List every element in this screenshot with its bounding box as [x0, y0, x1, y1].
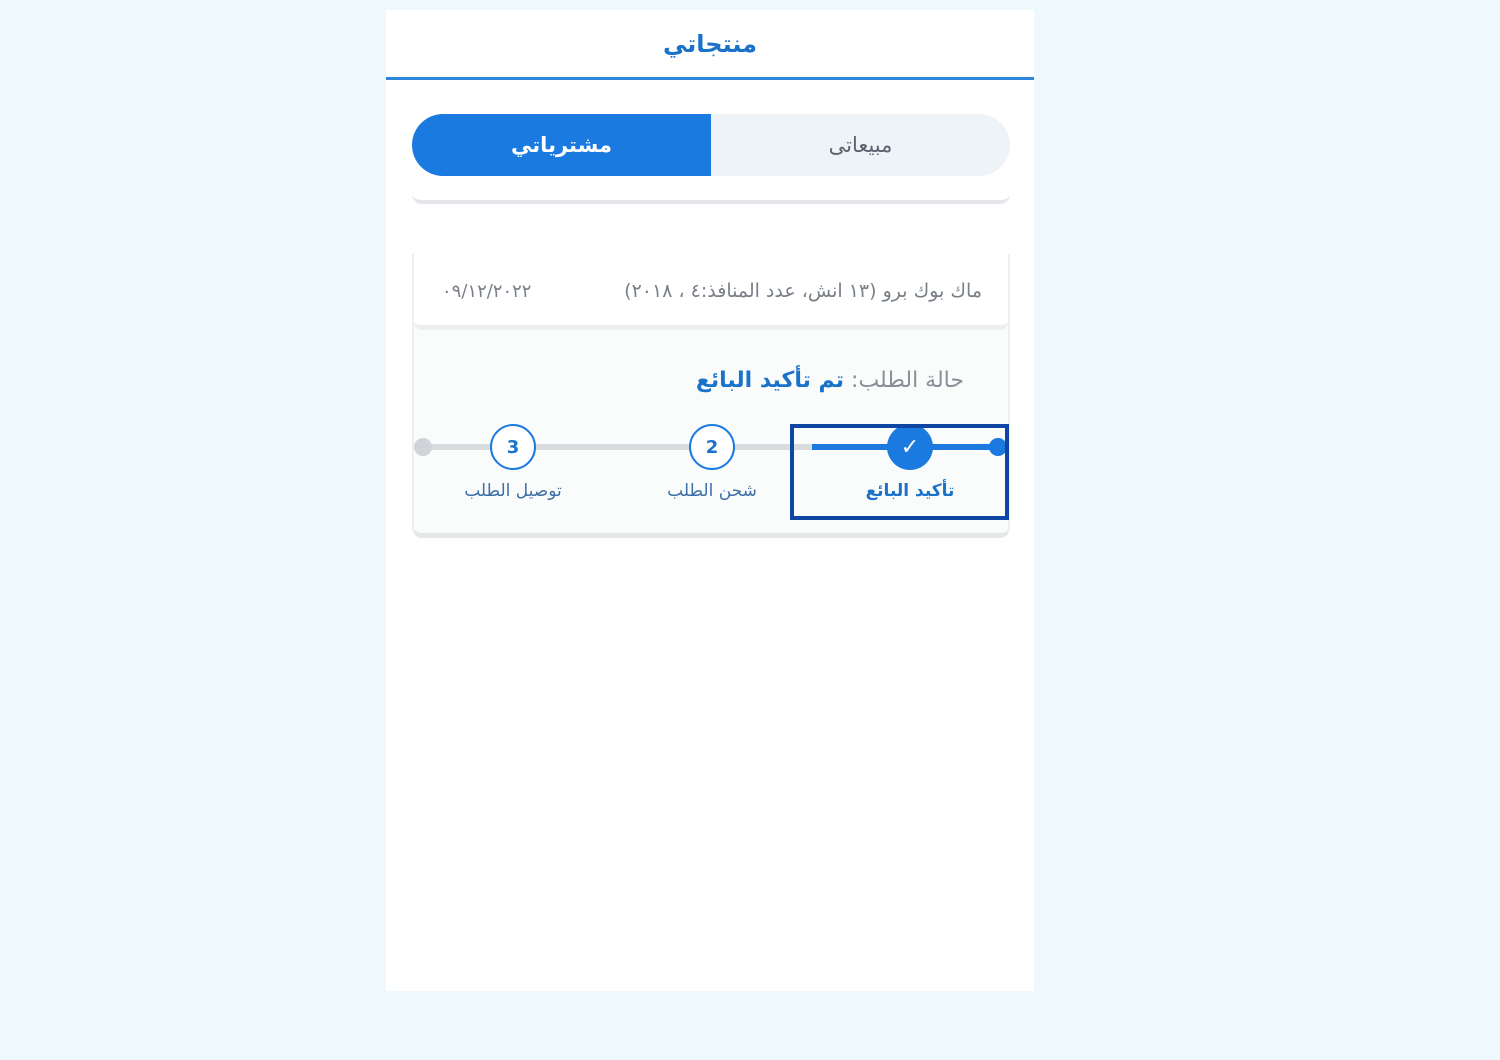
step-1-check-icon: ✓: [887, 424, 933, 470]
order-status-value: تم تأكيد البائع: [695, 368, 845, 393]
product-name: ماك بوك برو (١٣ انش، عدد المنافذ:٤ ، ٢٠١٨): [624, 280, 982, 302]
tab-bar: [412, 114, 1010, 176]
step-1-label: تأكيد البائع: [865, 481, 955, 501]
step-2-label: شحن الطلب: [667, 481, 757, 501]
order-status: [696, 368, 964, 393]
progress-track: [424, 444, 824, 450]
step-3-label: توصيل الطلب: [464, 481, 562, 501]
tab-bar-divider: [412, 194, 1010, 204]
highlight-box: [790, 424, 1009, 520]
page-title: منتجاتي: [662, 29, 758, 58]
tab-purchases[interactable]: [412, 114, 711, 176]
app-header: [386, 10, 1034, 80]
order-date: ٠٩/١٢/٢٠٢٢: [442, 281, 532, 302]
tab-purchases-label: مشترياتي: [511, 133, 612, 157]
step-3-circle: 3: [490, 424, 536, 470]
order-card-header: [414, 254, 1008, 330]
order-status-label: حالة الطلب:: [851, 368, 964, 393]
tab-sales[interactable]: [711, 114, 1010, 176]
progress-start-dot: [414, 438, 432, 456]
tab-sales-label: مبيعاتى: [828, 133, 893, 157]
step-2-circle: 2: [689, 424, 735, 470]
